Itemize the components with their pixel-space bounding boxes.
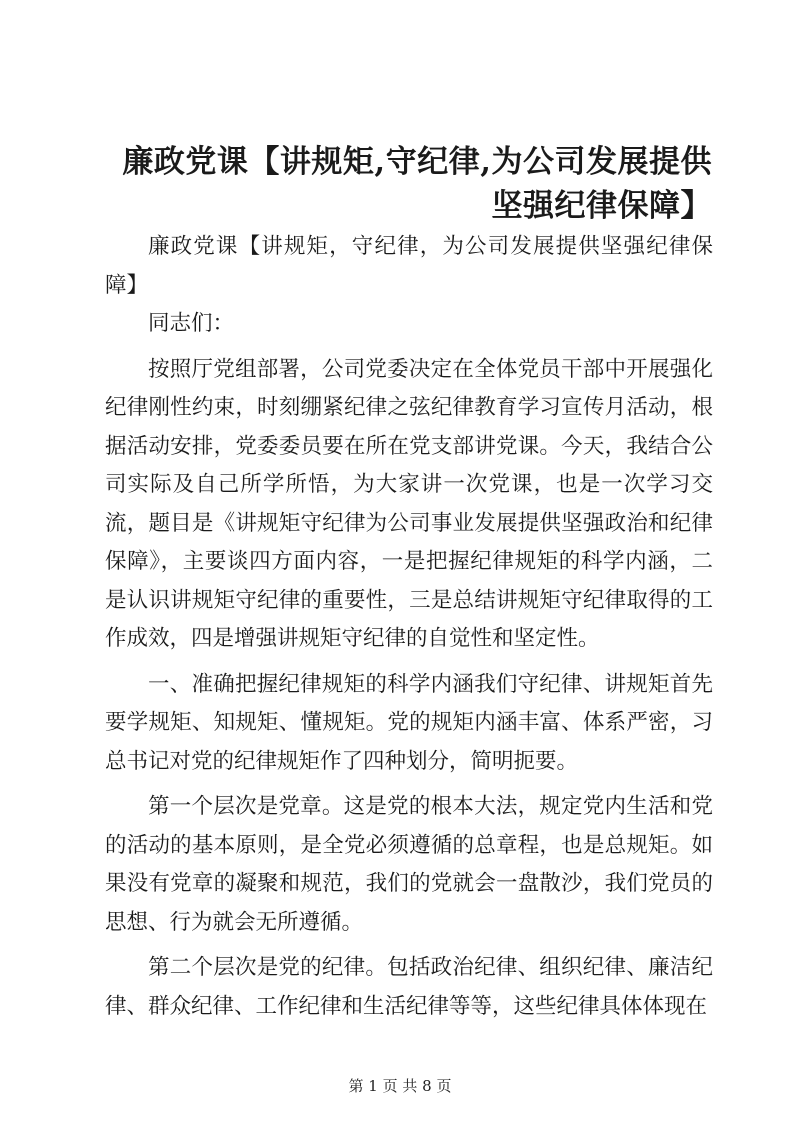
document-title: 廉政党课【讲规矩,守纪律,为公司发展提供坚强纪律保障】	[122, 144, 712, 224]
paragraph-heading-repeat: 廉政党课【讲规矩，守纪律，为公司发展提供坚强纪律保障】	[105, 234, 713, 298]
paragraph-level-two: 第二个层次是党的纪律。包括政治纪律、组织纪律、廉洁纪律、群众纪律、工作纪律和生活纪律等等，这些纪律具体体现在	[105, 955, 713, 1019]
paragraph-intro: 按照厅党组部署，公司党委决定在全体党员干部中开展强化纪律刚性约束，时刻绷紧纪律之弦纪律教育学习宣传月活动，根据活动安排，党委委员要在所在党支部讲党课。今天，我结合公司实际及自己所学所悟，为大家讲一次党课，也是一次学习交流，题目是《讲规矩守纪律为公司事业发展提供坚强政治和纪律保障》，主要谈四方面内容，一是把握纪律规矩的科学内涵，二是认识讲规矩守纪律的重要性，三是总结讲规矩守纪律取得的工作成效，四是增强讲规矩守纪律的自觉性和坚定性。	[105, 356, 713, 651]
paragraph-salutation: 同志们：	[148, 311, 235, 336]
paragraph-section-one: 一、准确把握纪律规矩的科学内涵我们守纪律、讲规矩首先要学规矩、知规矩、懂规矩。党的规矩内涵丰富、体系严密，习总书记对党的纪律规矩作了四种划分，简明扼要。	[105, 671, 713, 774]
document-body	[105, 228, 713, 1026]
paragraph-level-one: 第一个层次是党章。这是党的根本大法，规定党内生活和党的活动的基本原则，是全党必须遵循的总章程，也是总规矩。如果没有党章的凝聚和规范，我们的党就会一盘散沙，我们党员的思想、行为就会无所遵循。	[105, 794, 713, 935]
page-number-footer: 第 1 页 共 8 页	[348, 1077, 452, 1095]
